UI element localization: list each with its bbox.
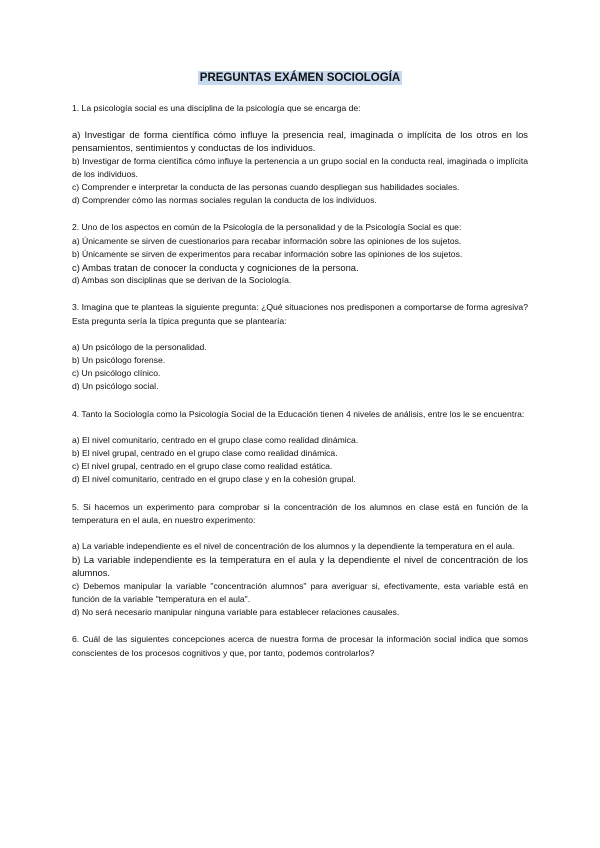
question-4-stem: 4. Tanto la Sociología como la Psicología Social de la Educación tienen 4 niveles de análisis, entre los le se encuentra: bbox=[72, 408, 525, 419]
question-3-stem: 3. Imagina que te planteas la siguiente pregunta: ¿Qué situaciones nos predisponen a comportarse de forma agresiva? Esta pregunta sería la típica pregunta que se plantearía: bbox=[72, 302, 528, 326]
question-5-option-a: a) La variable independiente es el nivel de concentración de los alumnos y la dependiente la temperatura en el aula. bbox=[72, 541, 515, 552]
question-3-options bbox=[72, 341, 528, 394]
question-5-option-c: c) Debemos manipular la variable "concentración alumnos" para averiguar si, efectivamente, esta variable está en función de la variable "temperatura en el aula". bbox=[72, 580, 528, 604]
question-4-option-d: d) El nivel comunitario, centrado en el grupo clase y en la cohesión grupal. bbox=[72, 474, 356, 485]
question-2-option-b: b) Únicamente se sirven de experimentos para recabar información sobre las opiniones de los sujetos. bbox=[72, 248, 463, 259]
question-3-option-b: b) Un psicólogo forense. bbox=[72, 355, 166, 366]
question-2 bbox=[72, 221, 528, 287]
question-1-option-c: c) Comprender e interpretar la conducta de las personas cuando despliegan sus habilidades sociales. bbox=[72, 182, 460, 193]
question-1-options bbox=[72, 128, 528, 207]
question-5-options bbox=[72, 540, 528, 619]
question-1-option-b: b) Investigar de forma científica cómo influye la pertenencia a un grupo social en la conducta real, imaginada o implícita de los individuos. bbox=[72, 155, 528, 179]
question-3-option-a: a) Un psicólogo de la personalidad. bbox=[72, 341, 207, 352]
question-4-option-a: a) El nivel comunitario, centrado en el grupo clase como realidad dinámica. bbox=[72, 434, 359, 445]
question-1-option-a: a) Investigar de forma científica cómo influye la presencia real, imaginada o implícita de los otros en los pensamientos, sentimientos y conductas de los individuos. bbox=[72, 129, 528, 154]
page-title bbox=[72, 72, 528, 84]
question-3-option-c: c) Un psicólogo clínico. bbox=[72, 368, 161, 379]
question-1-stem: 1. La psicología social es una disciplina de la psicología que se encarga de: bbox=[72, 103, 361, 113]
question-2-stem: 2. Uno de los aspectos en común de la Psicología de la personalidad y de la Psicología Social es que: bbox=[72, 222, 462, 233]
question-1-option-d: d) Comprender cómo las normas sociales regulan la conducta de los individuos. bbox=[72, 195, 377, 206]
question-1 bbox=[72, 102, 528, 207]
question-3-option-d: d) Un psicólogo social. bbox=[72, 381, 159, 392]
question-2-option-d: d) Ambas son disciplinas que se derivan de la Sociología. bbox=[72, 275, 292, 286]
question-2-option-a: a) Únicamente se sirven de cuestionarios para recabar información sobre las opiniones de los sujetos. bbox=[72, 235, 462, 246]
question-5-option-b: b) La variable independiente es la temperatura en el aula y la dependiente el nivel de concentración de los alumnos. bbox=[72, 554, 528, 579]
question-4-option-b: b) El nivel grupal, centrado en el grupo clase como realidad dinámica. bbox=[72, 448, 338, 459]
question-2-options bbox=[72, 235, 528, 288]
page-title-text: PREGUNTAS EXÁMEN SOCIOLOGÍA bbox=[199, 72, 401, 84]
question-4-options bbox=[72, 434, 528, 487]
question-4 bbox=[72, 408, 528, 487]
question-5-stem: 5. Si hacemos un experimento para comprobar si la concentración de los alumnos en clase está en función de la temperatura en el aula, en nuestro experimento: bbox=[72, 501, 528, 525]
question-3 bbox=[72, 301, 528, 393]
question-2-option-c: c) Ambas tratan de conocer la conducta y cogniciones de la persona. bbox=[72, 262, 359, 274]
question-4-option-c: c) El nivel grupal, centrado en el grupo clase como realidad estática. bbox=[72, 461, 333, 472]
question-6 bbox=[72, 633, 528, 659]
question-5 bbox=[72, 501, 528, 620]
question-5-option-d: d) No será necesario manipular ninguna variable para establecer relaciones causales. bbox=[72, 607, 400, 618]
question-6-stem: 6. Cuál de las siguientes concepciones acerca de nuestra forma de procesar la información social indica que somos conscientes de los procesos cognitivos y que, por tanto, podemos controlarlos? bbox=[72, 634, 528, 658]
